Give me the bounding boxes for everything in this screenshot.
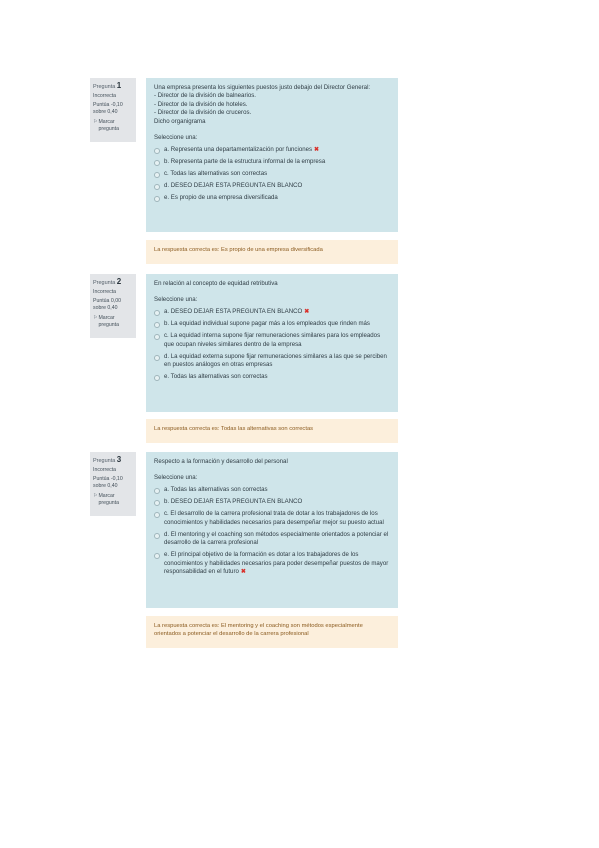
answer-option[interactable]: e. El principal objetivo de la formación es dotar a los trabajadores de los conocimientos y habilidades necesarios para poder desempeñar puestos de mayor responsabilidad en el futuro ✖ [154, 551, 390, 576]
question-score: Puntúa 0,00 sobre 0,40 [93, 298, 121, 311]
radio-icon[interactable] [154, 184, 160, 190]
radio-icon[interactable] [154, 148, 160, 154]
answer-option[interactable]: c. El desarrollo de la carrera profesional trata de dotar a los trabajadores de los conocimientos y habilidades necesarios para desempeñar mejor su puesto actual [154, 510, 390, 527]
answer-option[interactable]: e. Es propio de una empresa diversificada [154, 194, 390, 202]
question-status: Incorrecta [93, 289, 117, 295]
question-label: Pregunta [93, 458, 116, 464]
radio-icon[interactable] [154, 488, 160, 494]
question-content-2 [146, 274, 398, 412]
question-info-2 [90, 274, 136, 338]
question-text: Respecto a la formación y desarrollo del personal [154, 458, 288, 465]
correct-answer-feedback-2: La respuesta correcta es: Todas las alternativas son correctas [146, 419, 398, 443]
question-score: Puntúa -0,10 sobre 0,40 [93, 476, 123, 489]
x-mark-icon: ✖ [314, 147, 320, 154]
flag-question-link[interactable]: ⚐ Marcar pregunta [93, 493, 119, 506]
radio-icon[interactable] [154, 172, 160, 178]
x-mark-icon: ✖ [240, 569, 246, 576]
answer-option[interactable]: a. DESEO DEJAR ESTA PREGUNTA EN BLANCO ✖ [154, 308, 390, 316]
question-text: En relación al concepto de equidad retributiva [154, 280, 278, 287]
radio-icon[interactable] [154, 533, 160, 539]
question-number: 1 [116, 81, 122, 90]
question-label: Pregunta [93, 84, 116, 90]
select-prompt: Seleccione una: [154, 134, 198, 142]
x-mark-icon: ✖ [304, 309, 310, 316]
flag-question-link[interactable]: ⚐ Marcar pregunta [93, 119, 119, 132]
question-content-3 [146, 452, 398, 608]
correct-answer-feedback-3: La respuesta correcta es: El mentoring y el coaching son métodos especialmente orientados a potenciar el desarrollo de la carrera profesional [146, 616, 398, 648]
answer-option[interactable]: c. Todas las alternativas son correctas [154, 170, 390, 178]
radio-icon[interactable] [154, 196, 160, 202]
answer-option[interactable]: d. El mentoring y el coaching son métodos especialmente orientados a potenciar el desarrollo de la carrera profesional [154, 531, 390, 548]
radio-icon[interactable] [154, 375, 160, 381]
question-info-1 [90, 78, 136, 142]
question-info-3 [90, 452, 136, 516]
radio-icon[interactable] [154, 512, 160, 518]
question-label: Pregunta [93, 280, 116, 286]
correct-answer-feedback-1: La respuesta correcta es: Es propio de una empresa diversificada [146, 240, 398, 264]
question-text: Una empresa presenta los siguientes puestos justo debajo del Director General: - Director de la división de balnearios. - Director de la división de hoteles. - Director de la división de cruceros. Dicho organigrama [154, 84, 371, 125]
answer-option[interactable]: a. Todas las alternativas son correctas [154, 486, 390, 494]
question-number: 3 [116, 455, 122, 464]
question-number: 2 [116, 277, 122, 286]
flag-icon: ⚐ [93, 119, 98, 125]
answer-option[interactable]: e. Todas las alternativas son correctas [154, 373, 390, 381]
radio-icon[interactable] [154, 322, 160, 328]
answer-option[interactable]: b. DESEO DEJAR ESTA PREGUNTA EN BLANCO [154, 498, 390, 506]
flag-icon: ⚐ [93, 315, 98, 321]
select-prompt: Seleccione una: [154, 474, 198, 482]
answer-option[interactable]: a. Representa una departamentalización por funciones ✖ [154, 146, 390, 154]
answer-option[interactable]: b. Representa parte de la estructura informal de la empresa [154, 158, 390, 166]
answer-option[interactable]: b. La equidad individual supone pagar más a los empleados que rinden más [154, 320, 390, 328]
question-score: Puntúa -0,10 sobre 0,40 [93, 102, 123, 115]
answer-option[interactable]: d. DESEO DEJAR ESTA PREGUNTA EN BLANCO [154, 182, 390, 190]
radio-icon[interactable] [154, 310, 160, 316]
radio-icon[interactable] [154, 553, 160, 559]
question-status: Incorrecta [93, 93, 117, 99]
question-content-1 [146, 78, 398, 232]
radio-icon[interactable] [154, 334, 160, 340]
radio-icon[interactable] [154, 500, 160, 506]
question-status: Incorrecta [93, 467, 117, 473]
radio-icon[interactable] [154, 355, 160, 361]
flag-question-link[interactable]: ⚐ Marcar pregunta [93, 315, 119, 328]
flag-icon: ⚐ [93, 493, 98, 499]
answer-option[interactable]: c. La equidad interna supone fijar remuneraciones similares para los empleados que ocupan niveles similares dentro de la empresa [154, 332, 390, 349]
answer-option[interactable]: d. La equidad externa supone fijar remuneraciones similares a las que se perciben en puestos análogos en otras empresas [154, 353, 390, 370]
radio-icon[interactable] [154, 160, 160, 166]
select-prompt: Seleccione una: [154, 296, 198, 304]
